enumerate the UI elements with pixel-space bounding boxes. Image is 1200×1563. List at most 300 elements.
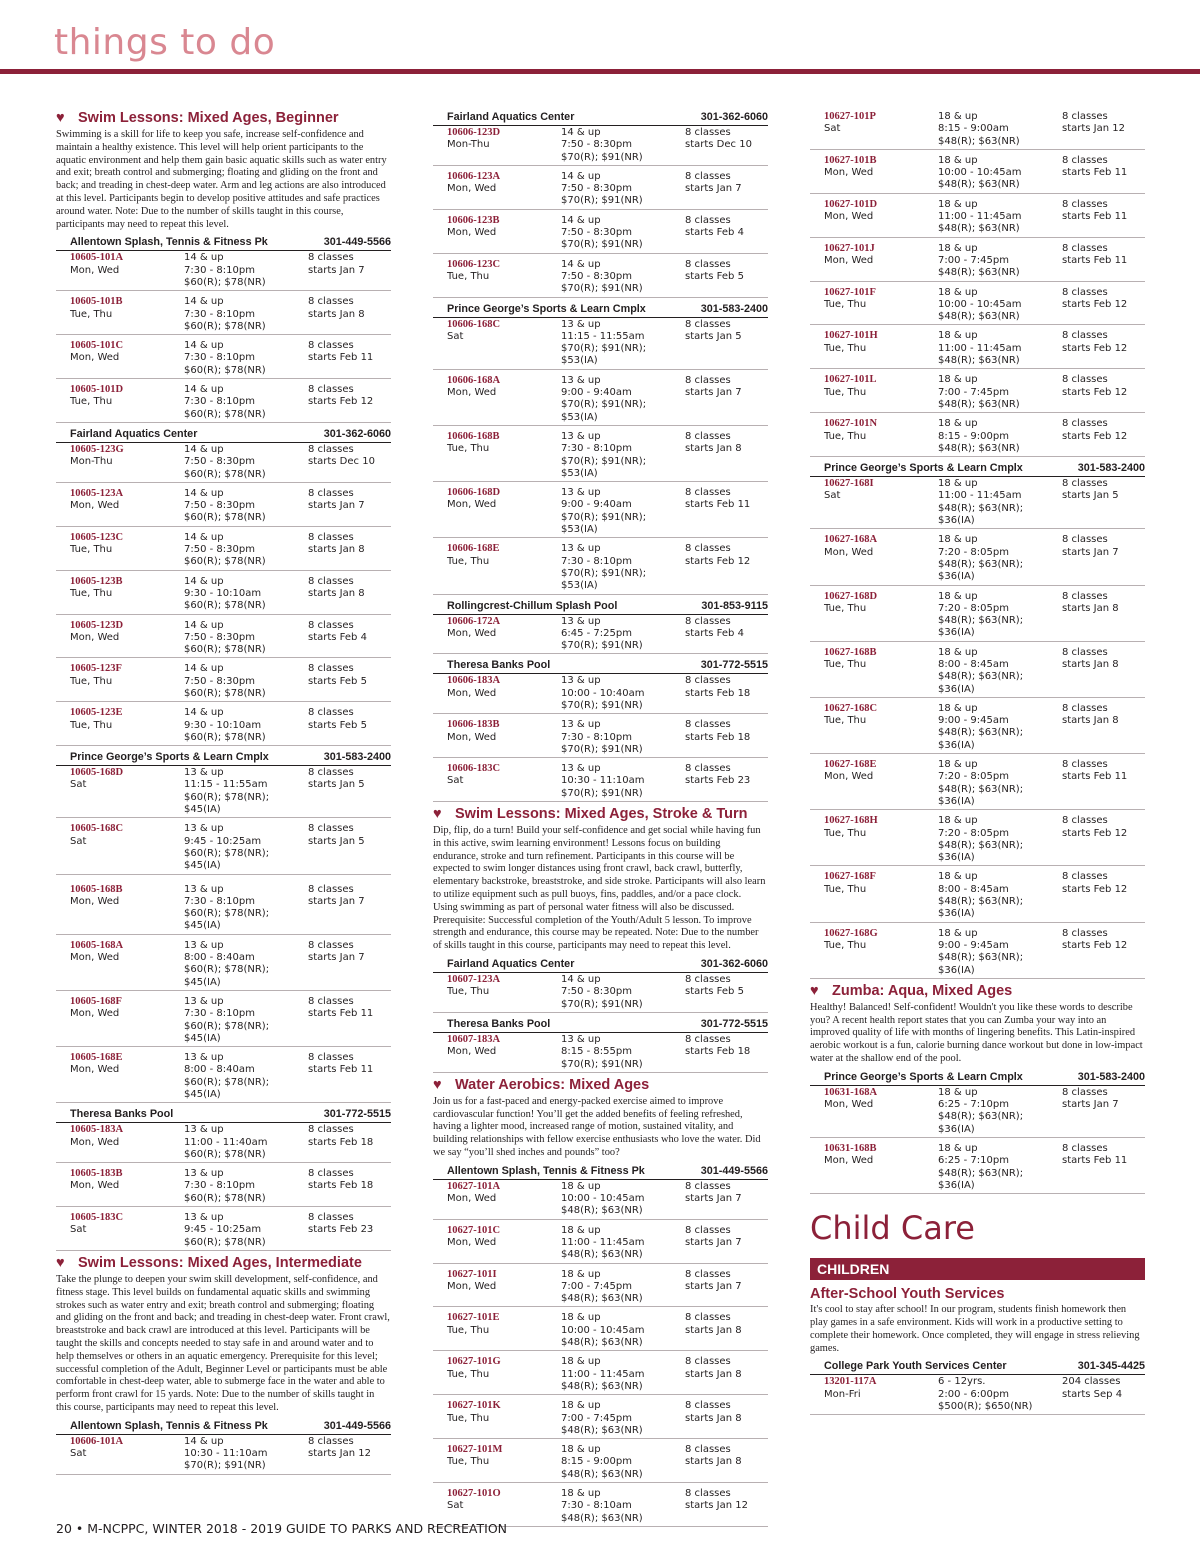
class-days: Mon, Wed: [70, 352, 120, 364]
class-fee: $70(R); $91(NR); $53(IA): [561, 399, 647, 423]
child-care-heading: Child Care: [810, 1209, 975, 1248]
class-start: starts Feb 11: [1062, 167, 1128, 179]
class-count: 8 classes: [308, 1435, 354, 1447]
class-age-time-fee: [938, 155, 1062, 192]
class-code-days: [824, 111, 938, 148]
class-days: Mon, Wed: [447, 499, 497, 511]
class-code: 10627-101O: [447, 1488, 501, 1500]
class-count-start: [1062, 478, 1145, 527]
class-code: 10607-123A: [447, 974, 501, 986]
class-fee: $70(R); $91(NR); $53(IA): [561, 567, 647, 592]
class-code-days: [70, 707, 184, 744]
column-3: [810, 110, 1145, 1419]
class-time: 9:30 - 10:10am: [184, 719, 262, 731]
class-start: starts Jan 8: [685, 1456, 742, 1468]
class-count: 8 classes: [308, 296, 354, 308]
class-code-days: [447, 319, 561, 368]
heart-icon: ♥: [433, 1076, 442, 1093]
class-fee: $48(R); $63(NR): [938, 442, 1020, 454]
class-fee: $70(R); $91(NR); $53(IA): [561, 343, 647, 367]
location-header: [810, 1070, 1145, 1086]
class-start: starts Feb 12: [1062, 386, 1128, 398]
class-listing: [433, 258, 768, 298]
class-start: starts Jan 8: [685, 1324, 742, 1336]
class-age-time-fee: [184, 1052, 308, 1101]
class-days: Mon, Wed: [447, 627, 497, 639]
location-name: Theresa Banks Pool: [447, 1017, 551, 1030]
class-count: 8 classes: [685, 974, 731, 986]
class-time: 7:50 - 8:30pm: [561, 183, 632, 195]
class-age: 18 & up: [938, 198, 978, 210]
class-days: Mon, Wed: [447, 387, 497, 399]
class-code-days: [70, 1436, 184, 1473]
class-listing: [810, 758, 1145, 810]
class-code: 10606-168B: [447, 430, 500, 442]
class-count-start: [1062, 928, 1145, 977]
class-listing: [433, 430, 768, 482]
class-age: 18 & up: [561, 1444, 601, 1456]
class-count-start: [308, 1168, 391, 1205]
class-start: starts Feb 5: [685, 986, 744, 998]
class-fee: $48(R); $63(NR); $36(IA): [938, 896, 1024, 920]
class-days: Sat: [70, 779, 87, 791]
class-count: 8 classes: [685, 675, 731, 687]
class-age-time-fee: [561, 487, 685, 536]
class-code-days: [447, 171, 561, 208]
class-age: 18 & up: [938, 590, 978, 602]
class-age: 14 & up: [561, 170, 601, 182]
location-name: Allentown Splash, Tennis & Fitness Pk: [447, 1164, 645, 1177]
location-phone: 301-772-5515: [700, 659, 768, 672]
location-phone: 301-345-4425: [1077, 1360, 1145, 1373]
class-code: 10627-168G: [824, 927, 878, 939]
class-days: Tue, Thu: [447, 1412, 490, 1424]
class-age-time-fee: [561, 319, 685, 368]
class-days: Mon, Wed: [824, 254, 874, 266]
class-age-time-fee: [938, 418, 1062, 455]
class-count: 8 classes: [308, 252, 354, 264]
class-listing: [56, 443, 391, 483]
class-code: 10605-123B: [70, 575, 123, 587]
class-code: 10605-183C: [70, 1212, 124, 1224]
location-name: Allentown Splash, Tennis & Fitness Pk: [70, 236, 268, 249]
class-start: starts Feb 23: [308, 1224, 374, 1236]
class-start: starts Jan 8: [685, 443, 742, 455]
class-count: 8 classes: [685, 1268, 731, 1280]
class-code: 10606-168A: [447, 374, 501, 386]
class-listing: [433, 170, 768, 210]
class-code-days: [70, 488, 184, 525]
class-code-days: [447, 487, 561, 536]
class-code-days: [70, 1124, 184, 1161]
location-header: [810, 461, 1145, 477]
class-count-start: [685, 1400, 768, 1437]
class-age: 13 & up: [561, 318, 601, 330]
class-listing: [56, 487, 391, 527]
class-start: starts Jan 7: [685, 1236, 742, 1248]
class-code-days: [447, 1444, 561, 1481]
class-count: 204 classes: [1062, 1376, 1121, 1388]
class-days: Tue, Thu: [70, 675, 113, 687]
location-header: [433, 599, 768, 615]
class-count: 8 classes: [685, 1444, 731, 1456]
class-age-time-fee: [938, 478, 1062, 527]
class-time: 11:00 - 11:45am: [561, 1236, 645, 1248]
class-code-days: [70, 532, 184, 569]
location-phone: 301-362-6060: [700, 111, 768, 123]
class-fee: $48(R); $63(NR); $36(IA): [938, 783, 1024, 807]
class-fee: $60(R); $78(NR): [184, 320, 266, 332]
class-code-days: [70, 252, 184, 289]
class-age: 18 & up: [938, 534, 978, 546]
class-time: 7:30 - 8:10am: [561, 1500, 632, 1512]
class-count-start: [685, 675, 768, 712]
class-fee: $48(R); $63(NR): [938, 135, 1020, 147]
class-count: 8 classes: [308, 1052, 354, 1064]
class-age: 18 & up: [938, 478, 978, 490]
class-age-time-fee: [184, 707, 308, 744]
class-fee: $48(R); $63(NR): [938, 267, 1020, 279]
class-age: 14 & up: [184, 707, 224, 719]
class-age-time-fee: [184, 663, 308, 700]
class-count: 8 classes: [1062, 154, 1108, 166]
class-start: starts Jan 5: [1062, 490, 1119, 502]
class-fee: $70(R); $91(NR): [561, 998, 643, 1010]
class-fee: $60(R); $78(NR): [184, 687, 266, 699]
class-time: 9:30 - 10:10am: [184, 587, 262, 599]
class-start: starts Jan 5: [308, 779, 365, 791]
class-days: Tue, Thu: [70, 396, 113, 408]
class-code: 10605-123F: [70, 663, 122, 675]
class-count-start: [1062, 287, 1145, 324]
class-age: 13 & up: [561, 1033, 601, 1045]
class-listing: [810, 242, 1145, 282]
class-fee: $500(R); $650(NR): [938, 1400, 1033, 1412]
class-age: 18 & up: [561, 1312, 601, 1324]
class-code-days: [824, 591, 938, 640]
class-age-time-fee: [561, 171, 685, 208]
class-count: 8 classes: [1062, 1142, 1108, 1154]
location-phone: 301-772-5515: [323, 1108, 391, 1121]
class-start: starts Feb 4: [308, 631, 367, 643]
class-code: 10605-168B: [70, 883, 123, 895]
class-code-days: [447, 1269, 561, 1306]
class-age: 14 & up: [561, 214, 601, 226]
class-start: starts Jan 12: [685, 1500, 748, 1512]
class-start: starts Feb 18: [685, 687, 751, 699]
class-age-time-fee: [561, 1269, 685, 1306]
class-time: 7:30 - 8:10pm: [184, 895, 255, 907]
class-start: starts Feb 12: [1062, 939, 1128, 951]
class-code: 10627-101F: [824, 286, 876, 298]
class-count: 8 classes: [308, 531, 354, 543]
class-count: 8 classes: [1062, 590, 1108, 602]
class-listing: [810, 814, 1145, 866]
class-days: Sat: [70, 1224, 87, 1236]
class-code: 10627-101C: [447, 1224, 501, 1236]
class-age-time-fee: [561, 616, 685, 653]
class-age-time-fee: [561, 259, 685, 296]
class-listing: [433, 973, 768, 1013]
section-title: [810, 983, 1145, 1000]
class-start: starts Feb 18: [308, 1136, 374, 1148]
location-name: Prince George’s Sports & Learn Cmplx: [70, 751, 269, 764]
class-age-time-fee: [184, 620, 308, 657]
class-count-start: [685, 1312, 768, 1349]
class-time: 10:00 - 10:45am: [561, 1193, 645, 1205]
class-start: starts Feb 4: [685, 627, 744, 639]
class-time: 8:15 - 9:00pm: [938, 430, 1009, 442]
class-days: Mon, Wed: [70, 631, 120, 643]
class-count: 8 classes: [685, 615, 731, 627]
class-age-time-fee: [184, 384, 308, 421]
class-time: 10:00 - 10:45am: [938, 167, 1022, 179]
class-fee: $60(R); $78(NR); $45(IA): [184, 908, 270, 932]
class-count-start: [685, 1444, 768, 1481]
class-code: 10606-168E: [447, 543, 500, 555]
class-code-days: [70, 296, 184, 333]
class-count-start: [1062, 759, 1145, 808]
class-count: 8 classes: [1062, 871, 1108, 883]
class-age: 18 & up: [938, 154, 978, 166]
class-code: 10605-168D: [70, 767, 124, 779]
class-listing: [433, 126, 768, 166]
location-name: Prince George’s Sports & Learn Cmplx: [824, 462, 1023, 475]
class-days: Sat: [824, 123, 841, 135]
class-start: starts Feb 11: [308, 352, 374, 364]
class-code-days: [447, 1034, 561, 1071]
class-start: starts Feb 18: [685, 731, 751, 743]
class-age: 13 & up: [561, 487, 601, 499]
class-count: 8 classes: [685, 374, 731, 386]
location-phone: 301-853-9115: [701, 599, 768, 612]
class-listing: [433, 1224, 768, 1264]
class-code: 10605-168C: [70, 823, 124, 835]
class-age-time-fee: [184, 1124, 308, 1161]
class-age-time-fee: [938, 1087, 1062, 1136]
class-time: 6:45 - 7:25pm: [561, 627, 632, 639]
class-count-start: [685, 319, 768, 368]
class-fee: $48(R); $63(NR); $36(IA): [938, 615, 1024, 639]
class-age: 18 & up: [561, 1180, 601, 1192]
class-code-days: [447, 1181, 561, 1218]
class-code: 10627-168C: [824, 702, 878, 714]
class-start: starts Feb 11: [1062, 254, 1128, 266]
class-fee: $70(R); $91(NR): [561, 743, 643, 755]
class-age: 14 & up: [184, 1435, 224, 1447]
class-days: Mon, Wed: [824, 167, 874, 179]
class-days: Mon, Wed: [447, 1236, 497, 1248]
class-fee: $60(R); $78(NR): [184, 644, 266, 656]
location-phone: 301-449-5566: [323, 1419, 391, 1432]
class-fee: $60(R); $78(NR); $45(IA): [184, 1020, 270, 1044]
section-description: Take the plunge to deepen your swim skill development, self-confidence, and fitness stage. This level builds on fundamental aquatic skills and swimming strokes such as water entry and exit; breath control and submerging; floating and gliding on the front and back; and treading in chest-deep water. Front crawl, breaststroke and back crawl are introduced at this level. Participants will be taught the skills and concepts needed to stay safe in and around water and to help themselves or others in an aquatic emergency. Prerequisite for this level; successful completion of the Adult, Beginner Level or participants must be able comfortable in chest-deep water, able to submerge face in the water and able to perform front crawl for 15 yards. Note: Due to the number of skills taught in this course, participants may need to repeat this level.: [56, 1273, 390, 1413]
class-count-start: [685, 171, 768, 208]
page-header-title: things to do: [54, 22, 276, 63]
class-code: 10627-101N: [824, 418, 878, 430]
class-count: 8 classes: [685, 1312, 731, 1324]
class-fee: $60(R); $78(NR): [184, 1236, 266, 1248]
class-age-time-fee: [938, 111, 1062, 148]
class-count-start: [685, 763, 768, 800]
class-count-start: [685, 719, 768, 756]
class-count: 8 classes: [685, 214, 731, 226]
class-age: 18 & up: [938, 646, 978, 658]
category-band: CHILDREN: [810, 1258, 1145, 1280]
class-days: Tue, Thu: [447, 270, 490, 282]
class-age-time-fee: [184, 884, 308, 933]
class-count: 8 classes: [1062, 242, 1108, 254]
class-fee: $70(R); $91(NR): [561, 151, 643, 163]
class-fee: $48(R); $63(NR); $36(IA): [938, 727, 1024, 751]
class-time: 7:50 - 8:30pm: [184, 544, 255, 556]
class-count: 8 classes: [1062, 478, 1108, 490]
class-listing: [56, 383, 391, 423]
class-time: 10:30 - 11:10am: [184, 1448, 268, 1460]
class-code: 10627-101P: [824, 111, 876, 122]
class-time: 8:00 - 8:40am: [184, 1064, 255, 1076]
class-start: starts Jan 8: [308, 544, 365, 556]
class-time: 6:25 - 7:10pm: [938, 1099, 1009, 1111]
class-start: starts Feb 18: [685, 1046, 751, 1058]
class-fee: $48(R); $63(NR): [561, 1512, 643, 1524]
class-count: 8 classes: [685, 1224, 731, 1236]
class-time: 10:30 - 11:10am: [561, 775, 645, 787]
class-count: 8 classes: [308, 823, 354, 835]
section-title-text: Zumba: Aqua, Mixed Ages: [832, 982, 1013, 999]
class-code: 13201-117A: [824, 1376, 877, 1388]
class-time: 7:30 - 8:10pm: [561, 443, 632, 455]
class-listing: [56, 1435, 391, 1475]
class-fee: $70(R); $91(NR): [561, 640, 643, 652]
location-name: Theresa Banks Pool: [447, 659, 551, 672]
class-days: Mon, Wed: [447, 227, 497, 239]
class-code-days: [70, 663, 184, 700]
class-start: starts Feb 5: [308, 719, 367, 731]
location-phone: 301-362-6060: [323, 427, 391, 440]
class-time: 7:20 - 8:05pm: [938, 602, 1009, 614]
class-listing: [433, 1033, 768, 1073]
class-count: 8 classes: [1062, 534, 1108, 546]
class-listing: [433, 1311, 768, 1351]
class-code-days: [447, 1225, 561, 1262]
class-count: 8 classes: [1062, 1086, 1108, 1098]
class-code: 10605-123E: [70, 707, 123, 719]
class-code: 10627-101B: [824, 154, 877, 166]
class-code: 10605-183A: [70, 1124, 124, 1136]
class-start: starts Jan 7: [685, 387, 742, 399]
class-start: starts Jan 7: [685, 1193, 742, 1205]
class-start: starts Feb 12: [1062, 827, 1128, 839]
class-age: 18 & up: [561, 1224, 601, 1236]
class-listing: [433, 542, 768, 594]
class-time: 7:00 - 7:45pm: [938, 254, 1009, 266]
class-time: 7:20 - 8:05pm: [938, 771, 1009, 783]
location-phone: 301-449-5566: [323, 236, 391, 249]
class-fee: $48(R); $63(NR): [561, 1468, 643, 1480]
class-days: Tue, Thu: [824, 939, 867, 951]
heart-icon: ♥: [56, 1254, 65, 1271]
class-code: 10627-168H: [824, 815, 878, 827]
class-code-days: [824, 703, 938, 752]
class-age: 18 & up: [938, 111, 978, 122]
class-code: 10606-183B: [447, 719, 500, 731]
class-code-days: [70, 620, 184, 657]
class-count: 8 classes: [308, 939, 354, 951]
page-footer: 20 • M-NCPPC, WINTER 2018 - 2019 GUIDE TO PARKS AND RECREATION: [56, 1521, 508, 1536]
class-days: Mon, Wed: [70, 1136, 120, 1148]
class-listing: [433, 318, 768, 370]
location-name: Prince George’s Sports & Learn Cmplx: [447, 302, 646, 315]
class-code-days: [70, 576, 184, 613]
class-time: 8:15 - 8:55pm: [561, 1046, 632, 1058]
class-age: 13 & up: [561, 675, 601, 687]
class-age: 18 & up: [938, 1142, 978, 1154]
class-start: starts Jan 12: [1062, 123, 1125, 135]
class-age-time-fee: [561, 1034, 685, 1071]
class-listing: [433, 1355, 768, 1395]
class-days: Sat: [70, 835, 87, 847]
class-age: 18 & up: [561, 1400, 601, 1412]
class-fee: $60(R); $78(NR): [184, 512, 266, 524]
class-code: 10605-168E: [70, 1052, 123, 1064]
class-age: 14 & up: [184, 443, 224, 455]
class-listing: [56, 251, 391, 291]
class-code-days: [70, 996, 184, 1045]
class-age-time-fee: [561, 763, 685, 800]
class-count-start: [685, 375, 768, 424]
class-age-time-fee: [184, 823, 308, 872]
class-count-start: [1062, 111, 1145, 148]
class-code-days: [824, 1143, 938, 1192]
class-code-days: [447, 616, 561, 653]
class-listing: [810, 286, 1145, 326]
class-age-time-fee: [184, 532, 308, 569]
class-listing: [810, 1375, 1145, 1415]
class-time: 7:20 - 8:05pm: [938, 827, 1009, 839]
class-code-days: [824, 1087, 938, 1136]
class-time: 7:30 - 8:10pm: [184, 264, 255, 276]
class-age-time-fee: [561, 675, 685, 712]
class-time: 7:30 - 8:10pm: [184, 352, 255, 364]
location-header: [433, 658, 768, 674]
class-age-time-fee: [561, 215, 685, 252]
class-time: 8:15 - 9:00am: [938, 123, 1009, 135]
class-age: 14 & up: [184, 252, 224, 264]
class-start: starts Feb 5: [308, 675, 367, 687]
class-age: 13 & up: [561, 719, 601, 731]
class-start: starts Jan 7: [308, 952, 365, 964]
class-time: 10:00 - 10:45am: [938, 298, 1022, 310]
class-count-start: [308, 620, 391, 657]
class-count-start: [685, 1181, 768, 1218]
class-time: 8:15 - 9:00pm: [561, 1456, 632, 1468]
class-count: 8 classes: [1062, 198, 1108, 210]
class-listing: [433, 1180, 768, 1220]
class-code: 10606-101A: [70, 1435, 124, 1447]
class-listing: [56, 883, 391, 935]
class-start: starts Feb 18: [308, 1180, 374, 1192]
class-count: 8 classes: [308, 384, 354, 396]
location-header: [56, 235, 391, 251]
class-count: 8 classes: [685, 127, 731, 138]
class-fee: $60(R); $78(NR); $45(IA): [184, 1076, 270, 1100]
location-name: Prince George’s Sports & Learn Cmplx: [824, 1070, 1023, 1083]
class-count-start: [1062, 534, 1145, 583]
class-code-days: [70, 823, 184, 872]
class-age-time-fee: [184, 1168, 308, 1205]
class-age: 14 & up: [184, 296, 224, 308]
